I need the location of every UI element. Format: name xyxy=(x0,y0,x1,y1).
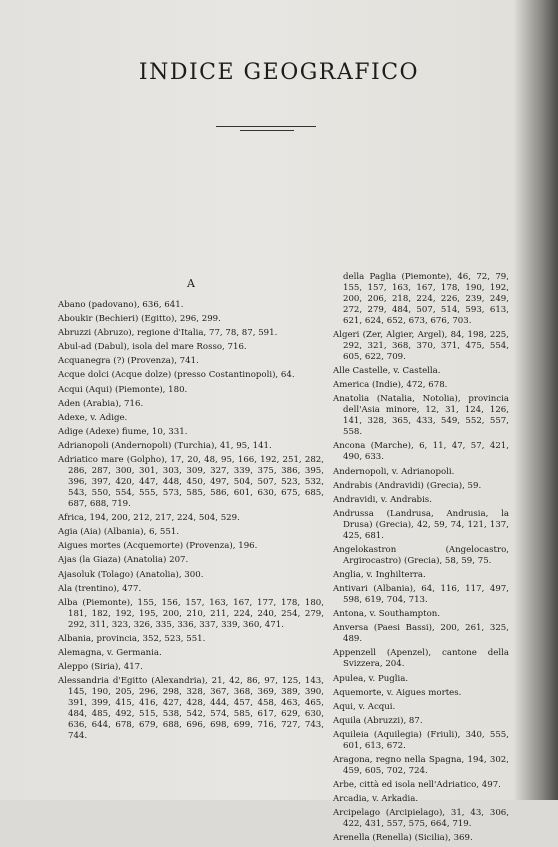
index-entry: Aboukir (Bechieri) (Egitto), 296, 299. xyxy=(58,314,221,325)
index-entry: Ajasoluk (Tolago) (Anatolia), 300. xyxy=(58,569,204,580)
index-entry: Angelokastron (Angelocastro, Argirocastro) (Grecia), 58, 59, 75. xyxy=(333,544,509,566)
index-entry: Acqui (Aqui) (Piemonte), 180. xyxy=(58,384,188,395)
title-rule xyxy=(216,126,316,127)
index-column-right xyxy=(333,272,509,847)
index-entry: Aqui, v. Acqui. xyxy=(333,701,396,712)
index-entry: Andravidi, v. Andrabis. xyxy=(333,494,432,505)
index-entry: Abul-ad (Dabul), isola del mare Rosso, 716. xyxy=(58,342,247,353)
index-entry: Ajas (la Giaza) (Anatolia) 207. xyxy=(58,555,189,566)
section-letter: A xyxy=(187,277,195,290)
index-entry: Adexe, v. Adige. xyxy=(58,412,128,423)
index-entry: Africa, 194, 200, 212, 217, 224, 504, 529. xyxy=(58,513,240,524)
index-entry: Andrabis (Andravidi) (Grecia), 59. xyxy=(333,480,482,491)
index-entry: Arcipelago (Arcipielago), 31, 43, 306, 422, 431, 557, 575, 664, 719. xyxy=(333,808,509,830)
page-title: INDICE GEOGRAFICO xyxy=(138,60,420,85)
index-entry: Ala (trentino), 477. xyxy=(58,583,142,594)
index-entry: Anglia, v. Inghilterra. xyxy=(333,570,426,581)
index-entry: della Paglia (Piemonte), 46, 72, 79, 155, 157, 163, 167, 178, 190, 192, 200, 206, 218, 224, 226, 239, 249, 272, 279, 484, 507, 514, 593, 613, 621, 624, 652, 673, 676, 703. xyxy=(343,272,509,326)
index-entry: Agia (Aia) (Albania), 6, 551. xyxy=(58,527,180,538)
index-entry: Abano (padovano), 636, 641. xyxy=(58,300,184,310)
index-entry: Arcadia, v. Arkadia. xyxy=(333,794,419,805)
index-entry: Adige (Adexe) fiume, 10, 331. xyxy=(58,426,188,437)
title-rule-short xyxy=(240,130,294,131)
index-entry: Acquanegra (?) (Provenza), 741. xyxy=(58,356,199,367)
index-entry: Andrussa (Landrusa, Andrusia, la Drusa) (Grecia), 42, 59, 74, 121, 137, 425, 681. xyxy=(333,508,509,541)
index-entry: Alemagna, v. Germania. xyxy=(58,647,162,658)
index-entry: Acque dolci (Acque dolze) (presso Costantinopoli), 64. xyxy=(58,370,295,381)
index-entry: Alba (Piemonte), 155, 156, 157, 163, 167, 177, 178, 180, 181, 182, 192, 195, 200, 210, 211, 224, 240, 254, 279, 292, 311, 323, 326, 335, 336, 337, 339, 360, 471. xyxy=(58,597,324,630)
index-entry: Appenzell (Apenzel), cantone della Svizzera, 204. xyxy=(333,648,509,670)
index-entry: Apulea, v. Puglia. xyxy=(333,673,409,684)
index-entry: Antivari (Albania), 64, 116, 117, 497, 598, 619, 704, 713. xyxy=(333,584,509,606)
index-entry: Arenella (Renella) (Sicilia), 369. xyxy=(333,833,473,844)
index-entry: Alle Castelle, v. Castella. xyxy=(333,366,441,377)
index-entry: Aquila (Abruzzi), 87. xyxy=(333,715,423,726)
index-entry: Adrianopoli (Andernopoli) (Turchia), 41, 95, 141. xyxy=(58,440,272,451)
index-entry: Aquemorte, v. Aigues mortes. xyxy=(333,687,462,698)
index-entry: Aleppo (Siria), 417. xyxy=(58,661,143,672)
index-column-left xyxy=(58,300,324,745)
index-entry: America (Indie), 472, 678. xyxy=(333,380,448,391)
index-entry: Anversa (Paesi Bassi), 200, 261, 325, 489. xyxy=(333,623,509,645)
index-entry: Albania, provincia, 352, 523, 551. xyxy=(58,633,206,644)
index-entry: Adriatico mare (Golpho), 17, 20, 48, 95, 166, 192, 251, 282, 286, 287, 300, 301, 303, 309, 327, 339, 375, 386, 395, 396, 397, 420, 447, 448, 450, 497, 504, 507, 523, 532, 543, 550, 554, 555, 573, 585, 586, 601, 630, 675, 685, 687, 688, 719. xyxy=(58,455,324,510)
index-entry: Aden (Arabia), 716. xyxy=(58,398,144,409)
index-entry: Ancona (Marche), 6, 11, 47, 57, 421, 490, 633. xyxy=(333,441,509,463)
index-entry: Aigues mortes (Acquemorte) (Provenza), 196. xyxy=(58,541,258,552)
index-entry: Andernopoli, v. Adrianopoli. xyxy=(333,466,455,477)
index-entry: Aquileia (Aquilegia) (Friuli), 340, 555, 601, 613, 672. xyxy=(333,729,509,751)
index-entry: Abruzzi (Abruzo), regione d'Italia, 77, 78, 87, 591. xyxy=(58,328,278,339)
index-entry: Arbe, città ed isola nell'Adriatico, 497. xyxy=(333,780,501,791)
index-entry: Aragona, regno nella Spagna, 194, 302, 459, 605, 702, 724. xyxy=(333,754,509,776)
index-entry: Alessandria d'Egitto (Alexandria), 21, 42, 86, 97, 125, 143, 145, 190, 205, 296, 298, 328, 367, 368, 369, 389, 390, 391, 399, 415, 416, 427, 428, 444, 457, 458, 463, 465, 484, 485, 492, 515, 538, 542, 574, 585, 617, 629, 630, 636, 644, 678, 679, 688, 696, 698, 699, 716, 727, 743, 744. xyxy=(58,676,324,742)
index-entry: Antona, v. Southampton. xyxy=(333,609,441,620)
index-entry: Anatolia (Natalia, Notolia), provincia dell'Asia minore, 12, 31, 124, 126, 141, 328, 365, 433, 549, 552, 557, 558. xyxy=(333,394,509,438)
index-entry: Algeri (Zer, Algier, Argel), 84, 198, 225, 292, 321, 368, 370, 371, 475, 554, 605, 622, 709. xyxy=(333,330,509,363)
